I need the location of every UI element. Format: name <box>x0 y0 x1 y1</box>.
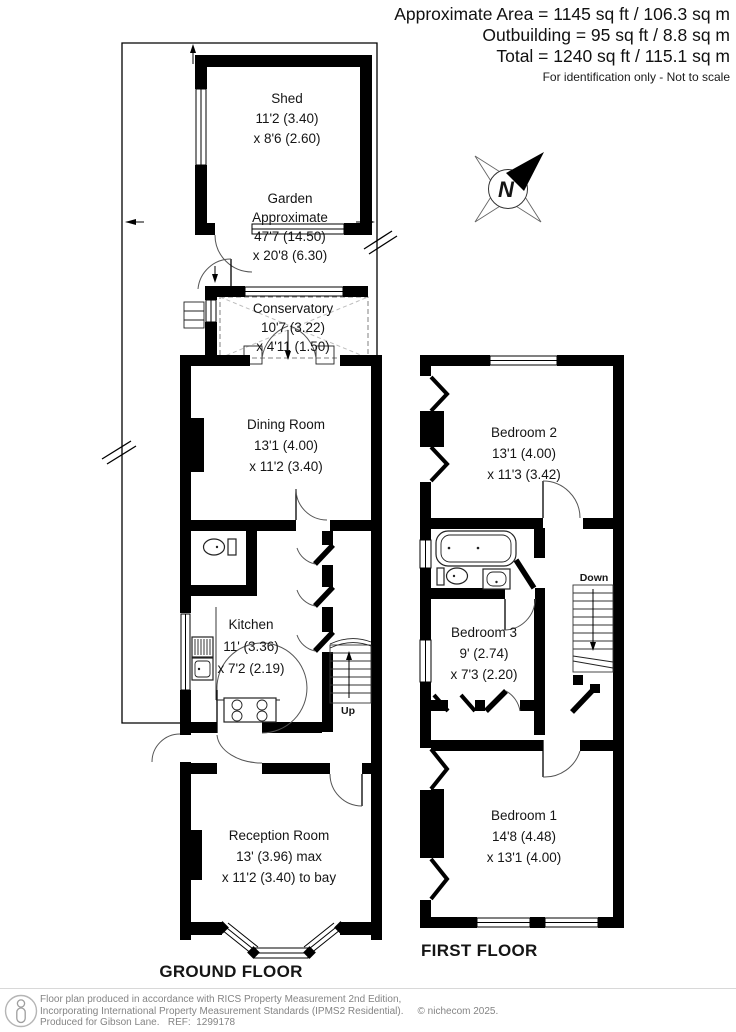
ground-floor-title: GROUND FLOOR <box>159 962 303 981</box>
footer-text <box>40 994 498 1029</box>
stairs-down <box>573 585 613 672</box>
boundary-break-left <box>102 441 136 464</box>
bedroom2-chimney <box>431 411 444 447</box>
reception-room-label: Reception Room <box>228 828 330 843</box>
shed-door-arc <box>215 235 252 272</box>
wc-toilet <box>204 539 237 555</box>
garden-sublabel: Approximate <box>252 210 328 225</box>
garden-dim2: x 20'8 (6.30) <box>252 248 328 263</box>
stairs-down-label: Down <box>579 572 609 584</box>
bedroom3-dim1: 9' (2.74) <box>459 646 509 661</box>
dimension-arrows <box>125 44 375 283</box>
bedroom1-label: Bedroom 1 <box>490 808 558 823</box>
kitchen-hob <box>224 698 276 722</box>
first-floor-title: FIRST FLOOR <box>421 941 538 960</box>
compass-north-icon <box>475 152 544 222</box>
reception-room-dim2: x 11'2 (3.40) to bay <box>221 870 337 885</box>
conservatory-label: Conservatory <box>252 301 334 316</box>
approximate-area-text: Approximate Area = 1145 sq ft / 106.3 sq m <box>394 4 730 24</box>
kitchen-label: Kitchen <box>228 617 274 632</box>
dining-chimney <box>191 418 204 472</box>
kitchen-dim1: 11' (3.36) <box>223 639 279 654</box>
side-entrance-arc <box>152 734 180 762</box>
total-area-text: Total = 1240 sq ft / 115.1 sq m <box>496 46 730 66</box>
dining-room-dim2: x 11'2 (3.40) <box>249 459 323 474</box>
shed-dim1: 11'2 (3.40) <box>255 111 319 126</box>
footer <box>0 988 736 1032</box>
dining-room-label: Dining Room <box>246 417 326 432</box>
bathroom-basin <box>483 569 510 589</box>
garden-dim1: 47'7 (14.50) <box>254 229 326 244</box>
bathroom-toilet <box>437 568 468 585</box>
bay-window <box>180 921 382 959</box>
bedroom3-label: Bedroom 3 <box>450 625 518 640</box>
stairs-up-label: Up <box>341 705 355 717</box>
compass-n-label: N <box>498 177 514 202</box>
reception-room-dim1: 13' (3.96) max <box>236 849 322 864</box>
garden-label: Garden <box>267 191 313 206</box>
kitchen-dim2: x 7'2 (2.19) <box>217 661 285 676</box>
garden-step <box>184 302 204 328</box>
bedroom3-dim2: x 7'3 (2.20) <box>450 667 518 682</box>
stairs-up <box>330 638 371 703</box>
shed-label: Shed <box>271 91 303 106</box>
conservatory-dim2: x 4'11 (1.50) <box>256 339 330 354</box>
footer-line2: Incorporating International Property Measurement Standards (IPMS2 Residential). <box>40 1005 404 1017</box>
bedroom2-dim2: x 11'3 (3.42) <box>487 467 561 482</box>
footer-line3: Produced for Gibson Lane. REF: 1299178 <box>40 1017 236 1028</box>
shed-dim2: x 8'6 (2.60) <box>253 131 321 146</box>
footer-copyright: © nichecom 2025. <box>417 1005 499 1017</box>
bedroom1-dim2: x 13'1 (4.00) <box>486 850 562 865</box>
bedroom1-chimney <box>431 789 444 858</box>
conservatory-dim1: 10'7 (3.22) <box>260 320 326 335</box>
dining-room-dim1: 13'1 (4.00) <box>253 438 319 453</box>
outbuilding-area-text: Outbuilding = 95 sq ft / 8.8 sq m <box>482 25 730 45</box>
reception-chimney <box>191 830 202 880</box>
bedroom2-dim1: 13'1 (4.00) <box>491 446 557 461</box>
identification-note: For identification only - Not to scale <box>542 70 730 84</box>
bedroom2-label: Bedroom 2 <box>490 425 558 440</box>
bedroom1-dim1: 14'8 (4.48) <box>491 829 557 844</box>
footer-line1: Floor plan produced in accordance with RICS Property Measurement 2nd Edition, <box>40 994 402 1005</box>
nichecom-logo-icon <box>3 992 39 1030</box>
bathroom <box>420 528 545 599</box>
